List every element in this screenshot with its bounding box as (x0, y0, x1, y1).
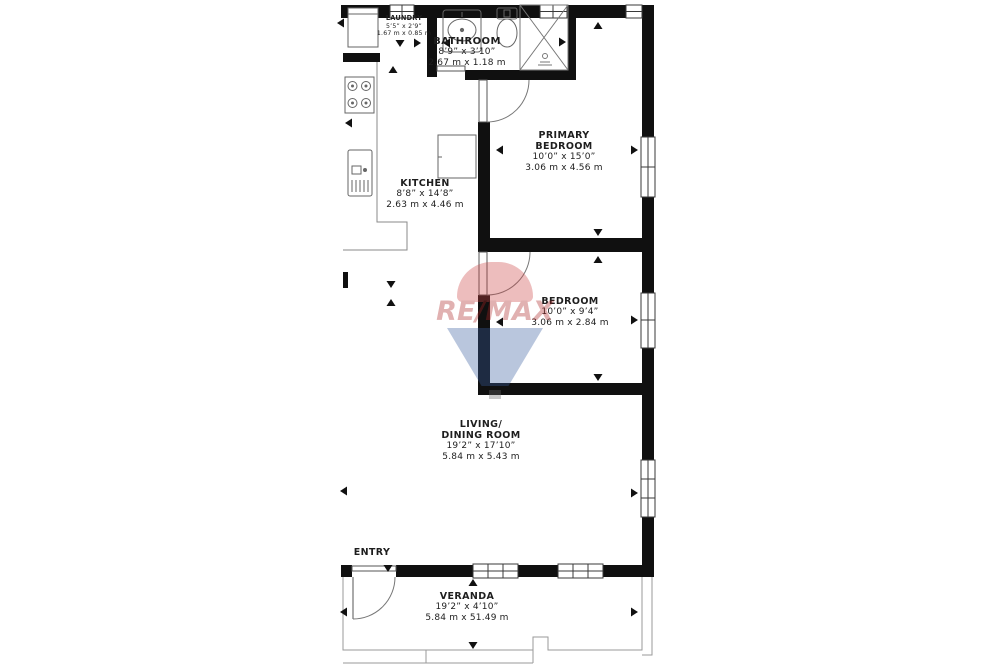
fridge-icon (438, 135, 476, 178)
bathroom-dim-ft: 8’9” x 3’10” (438, 47, 496, 57)
room-label-bedroom (500, 296, 640, 328)
room-label-primary-bedroom (494, 130, 634, 173)
bedroom-dim-m: 3.06 m x 2.84 m (531, 317, 609, 328)
veranda-name: VERANDA (439, 591, 495, 602)
window-right-bedroom (641, 293, 655, 348)
bedroom-name: BEDROOM (541, 296, 599, 307)
living-dim-ft: 19’2” x 17’10” (446, 441, 516, 451)
kitchen-name: KITCHEN (400, 178, 450, 189)
room-label-entry (302, 547, 442, 558)
primary-name-2: BEDROOM (535, 141, 593, 152)
primary-dim-m: 3.06 m x 4.56 m (525, 162, 603, 173)
laundry-name: LAUNDRY (385, 14, 423, 22)
bathroom-name: BATHROOM (433, 36, 501, 47)
stove-icon (345, 77, 374, 113)
living-dim-m: 5.84 m x 5.43 m (442, 451, 520, 462)
living-name-1: LIVING/ (459, 419, 503, 430)
laundry-dim-ft: 5’5” x 2’9” (386, 22, 422, 30)
door-entry (352, 566, 396, 619)
window-bottom-living-1 (473, 564, 518, 578)
entry-name: ENTRY (353, 547, 391, 558)
room-label-living-dining (411, 419, 551, 462)
window-top-primary (626, 5, 642, 18)
laundry-dim-m: 1.67 m x 0.85 m (376, 29, 432, 37)
room-label-laundry (334, 15, 474, 37)
living-name-2: DINING ROOM (441, 430, 521, 441)
room-label-kitchen (355, 178, 495, 210)
veranda-dim-m: 5.84 m x 51.49 m (425, 612, 509, 623)
watermark-brand-text: RE/MAX (436, 296, 554, 327)
room-label-bathroom (397, 36, 537, 68)
primary-name-1: PRIMARY (538, 130, 590, 141)
window-bottom-living-2 (558, 564, 603, 578)
window-right-living (641, 460, 655, 517)
kitchen-dim-ft: 8’8” x 14’8” (396, 189, 454, 199)
door-primary-bedroom (479, 80, 529, 122)
primary-dim-ft: 10’0” x 15’0” (532, 152, 596, 162)
veranda-dim-ft: 19’2” x 4’10” (435, 602, 499, 612)
window-right-primary (641, 137, 655, 197)
door-bedroom (479, 252, 530, 295)
room-label-veranda (397, 591, 537, 623)
bedroom-dim-ft: 10’0” x 9’4” (541, 307, 599, 317)
kitchen-dim-m: 2.63 m x 4.46 m (386, 199, 464, 210)
bathroom-dim-m: 2.67 m x 1.18 m (428, 57, 506, 68)
